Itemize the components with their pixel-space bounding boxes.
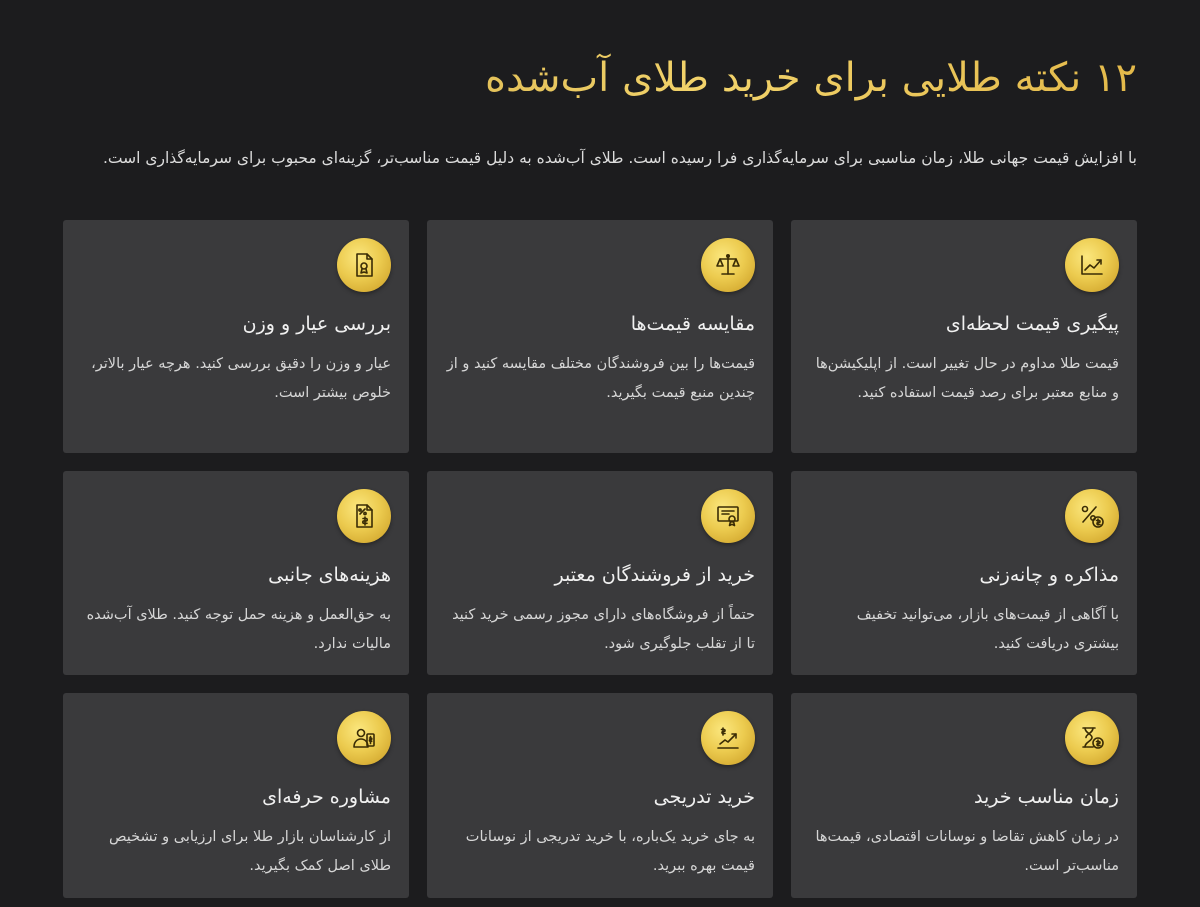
card-text: از کارشناسان بازار طلا برای ارزیابی و تشخیص طلای اصل کمک بگیرید. <box>109 829 391 874</box>
certificate-document-icon <box>337 238 391 292</box>
card-text: عیار و وزن را دقیق بررسی کنید. هرچه عیار بالاتر، خلوص بیشتر است. <box>91 356 391 401</box>
card-text: حتماً از فروشگاه‌های دارای مجوز رسمی خرید کنید تا از تقلب جلوگیری شود. <box>452 607 755 652</box>
card-title: پیگیری قیمت لحظه‌ای <box>945 313 1119 335</box>
tip-card-negotiation <box>791 471 1137 675</box>
card-text: با آگاهی از قیمت‌های بازار، می‌توانید تخفیف بیشتری دریافت کنید. <box>856 607 1119 652</box>
card-title: خرید تدریجی <box>653 786 755 808</box>
tip-card-consulting <box>63 693 409 898</box>
gradual-growth-icon <box>701 711 755 765</box>
tip-card-price-compare <box>427 220 773 453</box>
card-text: به حق‌العمل و هزینه حمل توجه کنید. طلای آب‌شده مالیات ندارد. <box>86 607 391 652</box>
card-text: در زمان کاهش تقاضا و نوسانات اقتصادی، قیمت‌ها مناسب‌تر است. <box>815 829 1119 874</box>
tip-card-purity-weight <box>63 220 409 453</box>
card-title: مذاکره و چانه‌زنی <box>979 564 1119 586</box>
hourglass-coin-icon <box>1065 711 1119 765</box>
tip-card-trusted-sellers <box>427 471 773 675</box>
advisor-icon <box>337 711 391 765</box>
card-title: بررسی عیار و وزن <box>242 313 391 335</box>
card-text: قیمت طلا مداوم در حال تغییر است. از اپلیکیشن‌ها و منابع معتبر برای رصد قیمت استفاده کنید. <box>815 356 1119 401</box>
card-title: زمان مناسب خرید <box>974 786 1119 808</box>
scale-icon <box>701 238 755 292</box>
card-title: مشاوره حرفه‌ای <box>262 786 391 808</box>
card-text: به جای خرید یک‌باره، با خرید تدریجی از نوسانات قیمت بهره ببرید. <box>465 829 755 874</box>
percent-coin-icon <box>1065 489 1119 543</box>
license-certificate-icon <box>701 489 755 543</box>
tip-card-right-time <box>791 693 1137 898</box>
tip-card-price-tracking <box>791 220 1137 453</box>
card-text: قیمت‌ها را بین فروشندگان مختلف مقایسه کنید و از چندین منبع قیمت بگیرید. <box>446 356 755 401</box>
tip-card-side-costs <box>63 471 409 675</box>
tip-card-gradual-buy <box>427 693 773 898</box>
card-title: هزینه‌های جانبی <box>268 564 391 586</box>
page-title: ۱۲ نکته طلایی برای خرید طلای آب‌شده <box>63 50 1137 106</box>
fee-document-icon <box>337 489 391 543</box>
card-title: خرید از فروشندگان معتبر <box>554 564 755 586</box>
intro-paragraph: با افزایش قیمت جهانی طلا، زمان مناسبی برای سرمایه‌گذاری فرا رسیده است. طلای آب‌شده به دلیل قیمت مناسب‌تر، گزینه‌ای محبوب برای سرمایه‌گذاری است. <box>102 149 1137 167</box>
chart-up-icon <box>1065 238 1119 292</box>
card-title: مقایسه قیمت‌ها <box>630 313 755 335</box>
